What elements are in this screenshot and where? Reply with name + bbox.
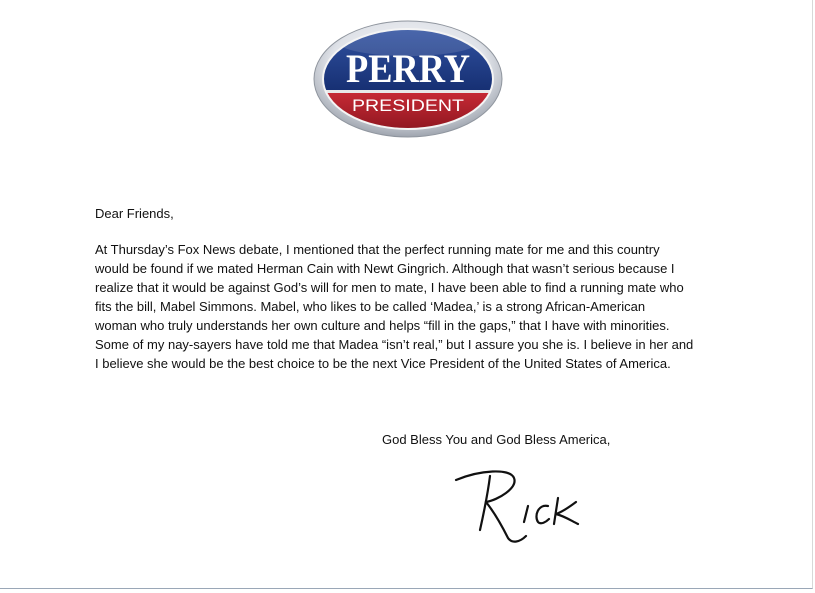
handwritten-signature (450, 462, 590, 552)
signature-graphic (450, 462, 590, 552)
letter-greeting: Dear Friends, (95, 206, 174, 221)
logo-subtitle: PRESIDENT (352, 96, 464, 115)
letter-closing: God Bless You and God Bless America, (382, 432, 611, 447)
letter-line: fits the bill, Mabel Simmons. Mabel, who likes to be called ‘Madea,’ is a strong African-American (95, 299, 646, 314)
letter-line: woman who truly understands her own culture and helps “fill in the gaps,” that I have with minorities. (95, 318, 670, 333)
letter-line: realize that it would be against God’s will for men to mate, I have been able to find a running mate who (95, 280, 684, 295)
letter-line: Some of my nay-sayers have told me that Madea “isn’t real,” but I assure you she is. I believe in her and (95, 337, 694, 352)
letter-line: would be found if we mated Herman Cain with Newt Gingrich. Although that wasn’t serious because I (95, 261, 675, 276)
letter-line: I believe she would be the best choice to be the next Vice President of the United States of America. (95, 356, 671, 371)
logo-name: PERRY (346, 46, 471, 91)
campaign-logo-graphic (313, 20, 503, 138)
campaign-logo (313, 20, 503, 138)
letter-line: At Thursday’s Fox News debate, I mentioned that the perfect running mate for me and this country (95, 242, 660, 257)
letter-body (95, 240, 725, 373)
